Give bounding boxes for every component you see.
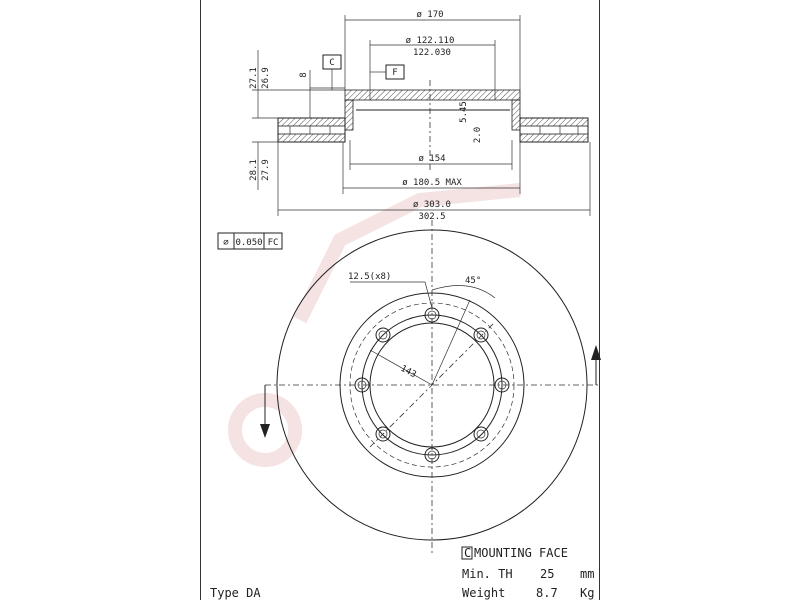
mounting-face-note: MOUNTING FACE — [474, 546, 568, 560]
dim-centre-bore-min: 122.030 — [413, 48, 451, 58]
dim-height-max: 27.1 — [249, 67, 259, 89]
tolerance-value: 0.050 — [235, 238, 263, 248]
tolerance-reference: FC — [267, 238, 279, 248]
dim-bolt-angle: 45° — [465, 276, 482, 286]
dim-inner-diameter: ø 154 — [418, 154, 446, 164]
dim-centre-bore-max: ø 122.110 — [405, 36, 455, 46]
weight-value: 8.7 — [536, 586, 558, 600]
tolerance-symbol: ⌀ — [223, 238, 229, 248]
datum-c-label: C — [329, 58, 335, 68]
dim-hat-thickness: 8 — [299, 72, 309, 78]
datum-f-label: F — [392, 68, 398, 78]
dim-outer-diameter-min: 302.5 — [418, 212, 446, 222]
min-thickness-value: 25 — [540, 567, 555, 581]
dim-step: 2.0 — [473, 126, 483, 144]
dim-bolt-holes: 12.5(x8) — [348, 272, 392, 282]
dim-disc-thickness-max: 28.1 — [249, 159, 259, 181]
watermark-logo — [235, 190, 520, 460]
front-view — [260, 220, 601, 555]
dim-max-inner-diameter: ø 180.5 MAX — [402, 178, 462, 188]
min-thickness-unit: mm — [580, 567, 595, 581]
mounting-face-ref: C — [464, 546, 472, 560]
dim-outer-diameter-max: ø 303.0 — [413, 200, 451, 210]
dim-disc-thickness-min: 27.9 — [261, 159, 271, 181]
dim-bolt-pcd: 143 — [398, 363, 418, 381]
weight-unit: Kg — [580, 586, 595, 600]
weight-label: Weight — [462, 586, 506, 600]
dim-height-min: 26.9 — [261, 67, 271, 89]
min-thickness-label: Min. TH — [462, 567, 513, 581]
dim-outer-hat-diameter: ø 170 — [416, 10, 444, 20]
dim-offset: 5.45 — [459, 101, 469, 123]
type-label: Type DA — [210, 586, 261, 600]
